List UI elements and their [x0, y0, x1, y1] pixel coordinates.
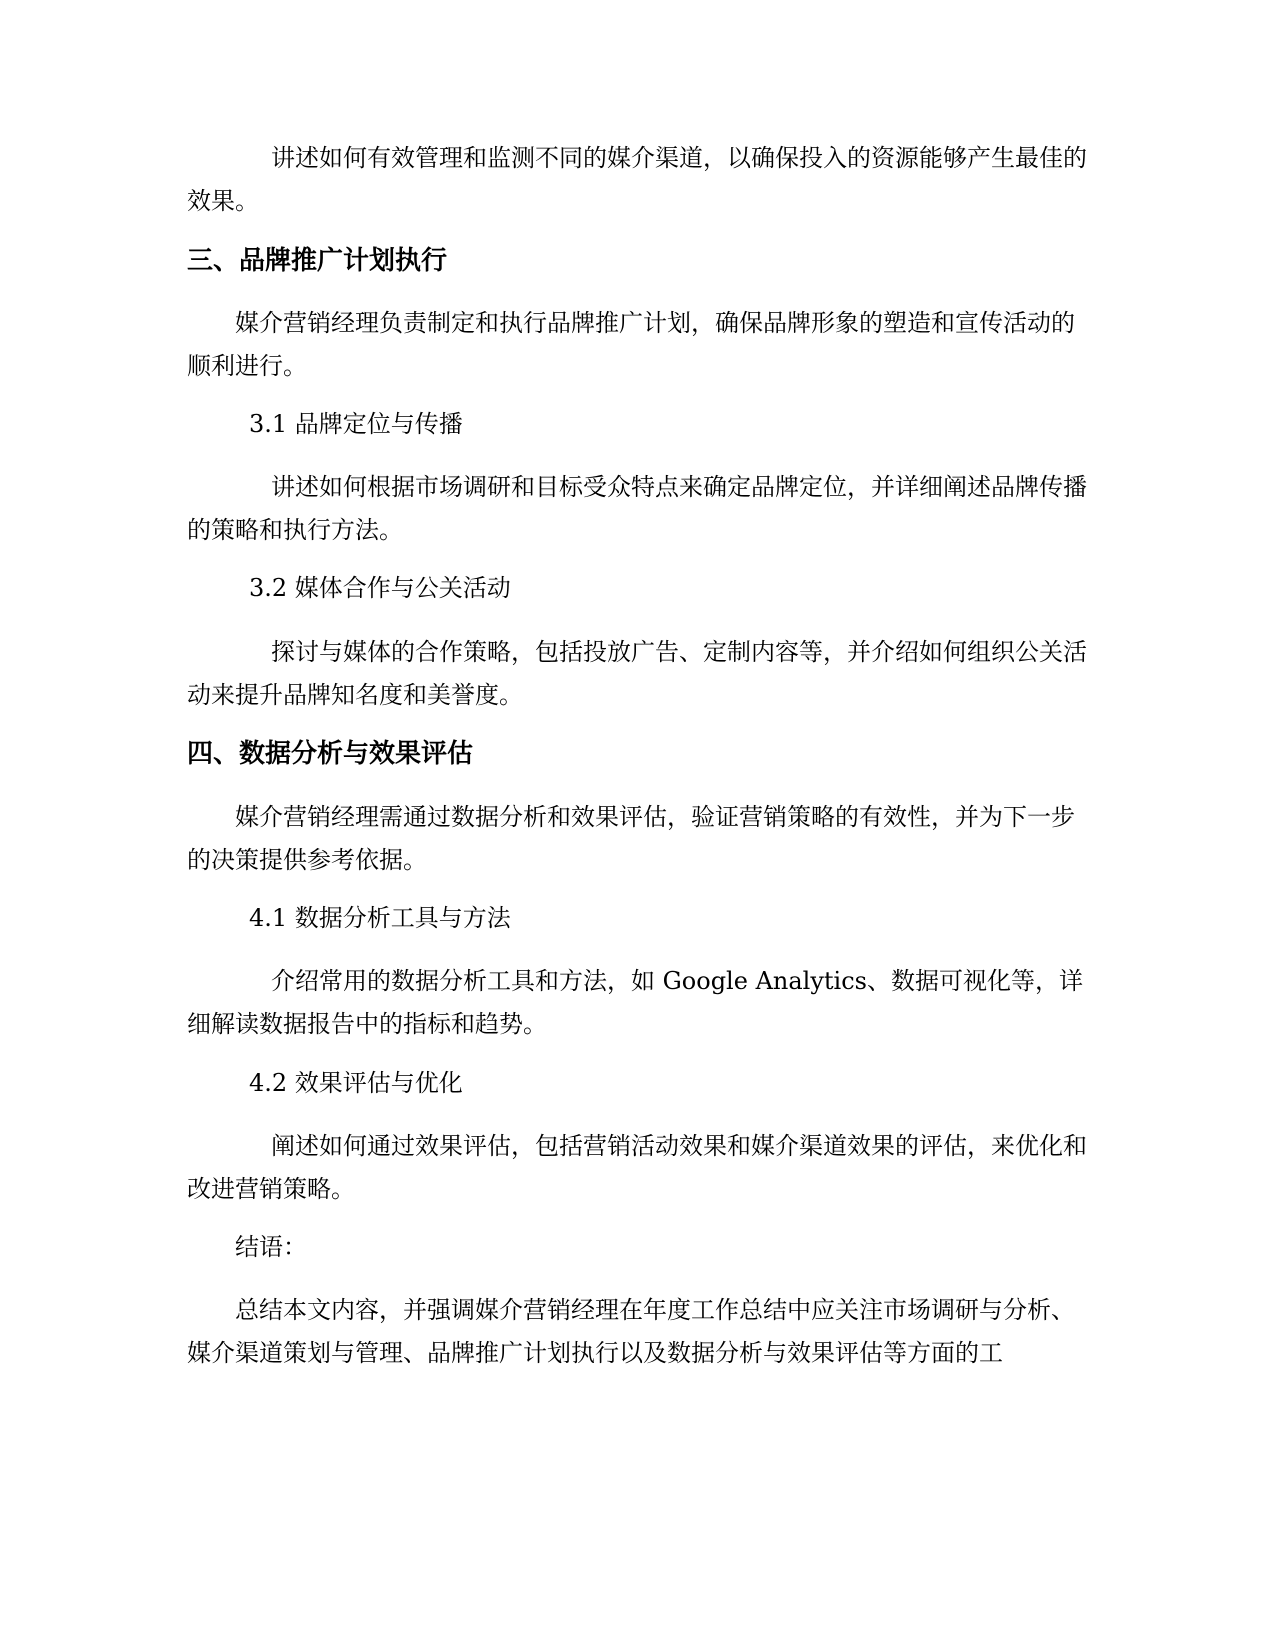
subheading-4-2: 4.2 效果评估与优化	[249, 1069, 463, 1097]
heading-section-4: 四、数据分析与效果评估	[187, 739, 474, 769]
paragraph-media-channel-management: 讲述如何有效管理和监测不同的媒介渠道，以确保投入的资源能够产生最佳的效果。	[187, 144, 1087, 215]
paragraph-section-3-intro: 媒介营销经理负责制定和执行品牌推广计划，确保品牌形象的塑造和宣传活动的顺利进行。	[187, 309, 1075, 380]
paragraph-3-2: 探讨与媒体的合作策略，包括投放广告、定制内容等，并介绍如何组织公关活动来提升品牌知名度和美誉度。	[187, 638, 1087, 709]
paragraph-3-1: 讲述如何根据市场调研和目标受众特点来确定品牌定位，并详细阐述品牌传播的策略和执行方法。	[187, 473, 1087, 544]
subheading-4-1: 4.1 数据分析工具与方法	[249, 904, 511, 932]
subheading-3-2: 3.2 媒体合作与公关活动	[249, 574, 511, 602]
conclusion-label: 结语：	[235, 1233, 307, 1261]
heading-section-3: 三、品牌推广计划执行	[187, 246, 448, 276]
paragraph-4-1: 介绍常用的数据分析工具和方法，如 Google Analytics、数据可视化等，详细解读数据报告中的指标和趋势。	[187, 967, 1083, 1038]
paragraph-conclusion: 总结本文内容，并强调媒介营销经理在年度工作总结中应关注市场调研与分析、媒介渠道策划与管理、品牌推广计划执行以及数据分析与效果评估等方面的工	[187, 1296, 1075, 1367]
paragraph-section-4-intro: 媒介营销经理需通过数据分析和效果评估，验证营销策略的有效性，并为下一步的决策提供参考依据。	[187, 803, 1075, 874]
paragraph-4-2: 阐述如何通过效果评估，包括营销活动效果和媒介渠道效果的评估，来优化和改进营销策略。	[187, 1132, 1087, 1203]
subheading-3-1: 3.1 品牌定位与传播	[249, 410, 463, 438]
